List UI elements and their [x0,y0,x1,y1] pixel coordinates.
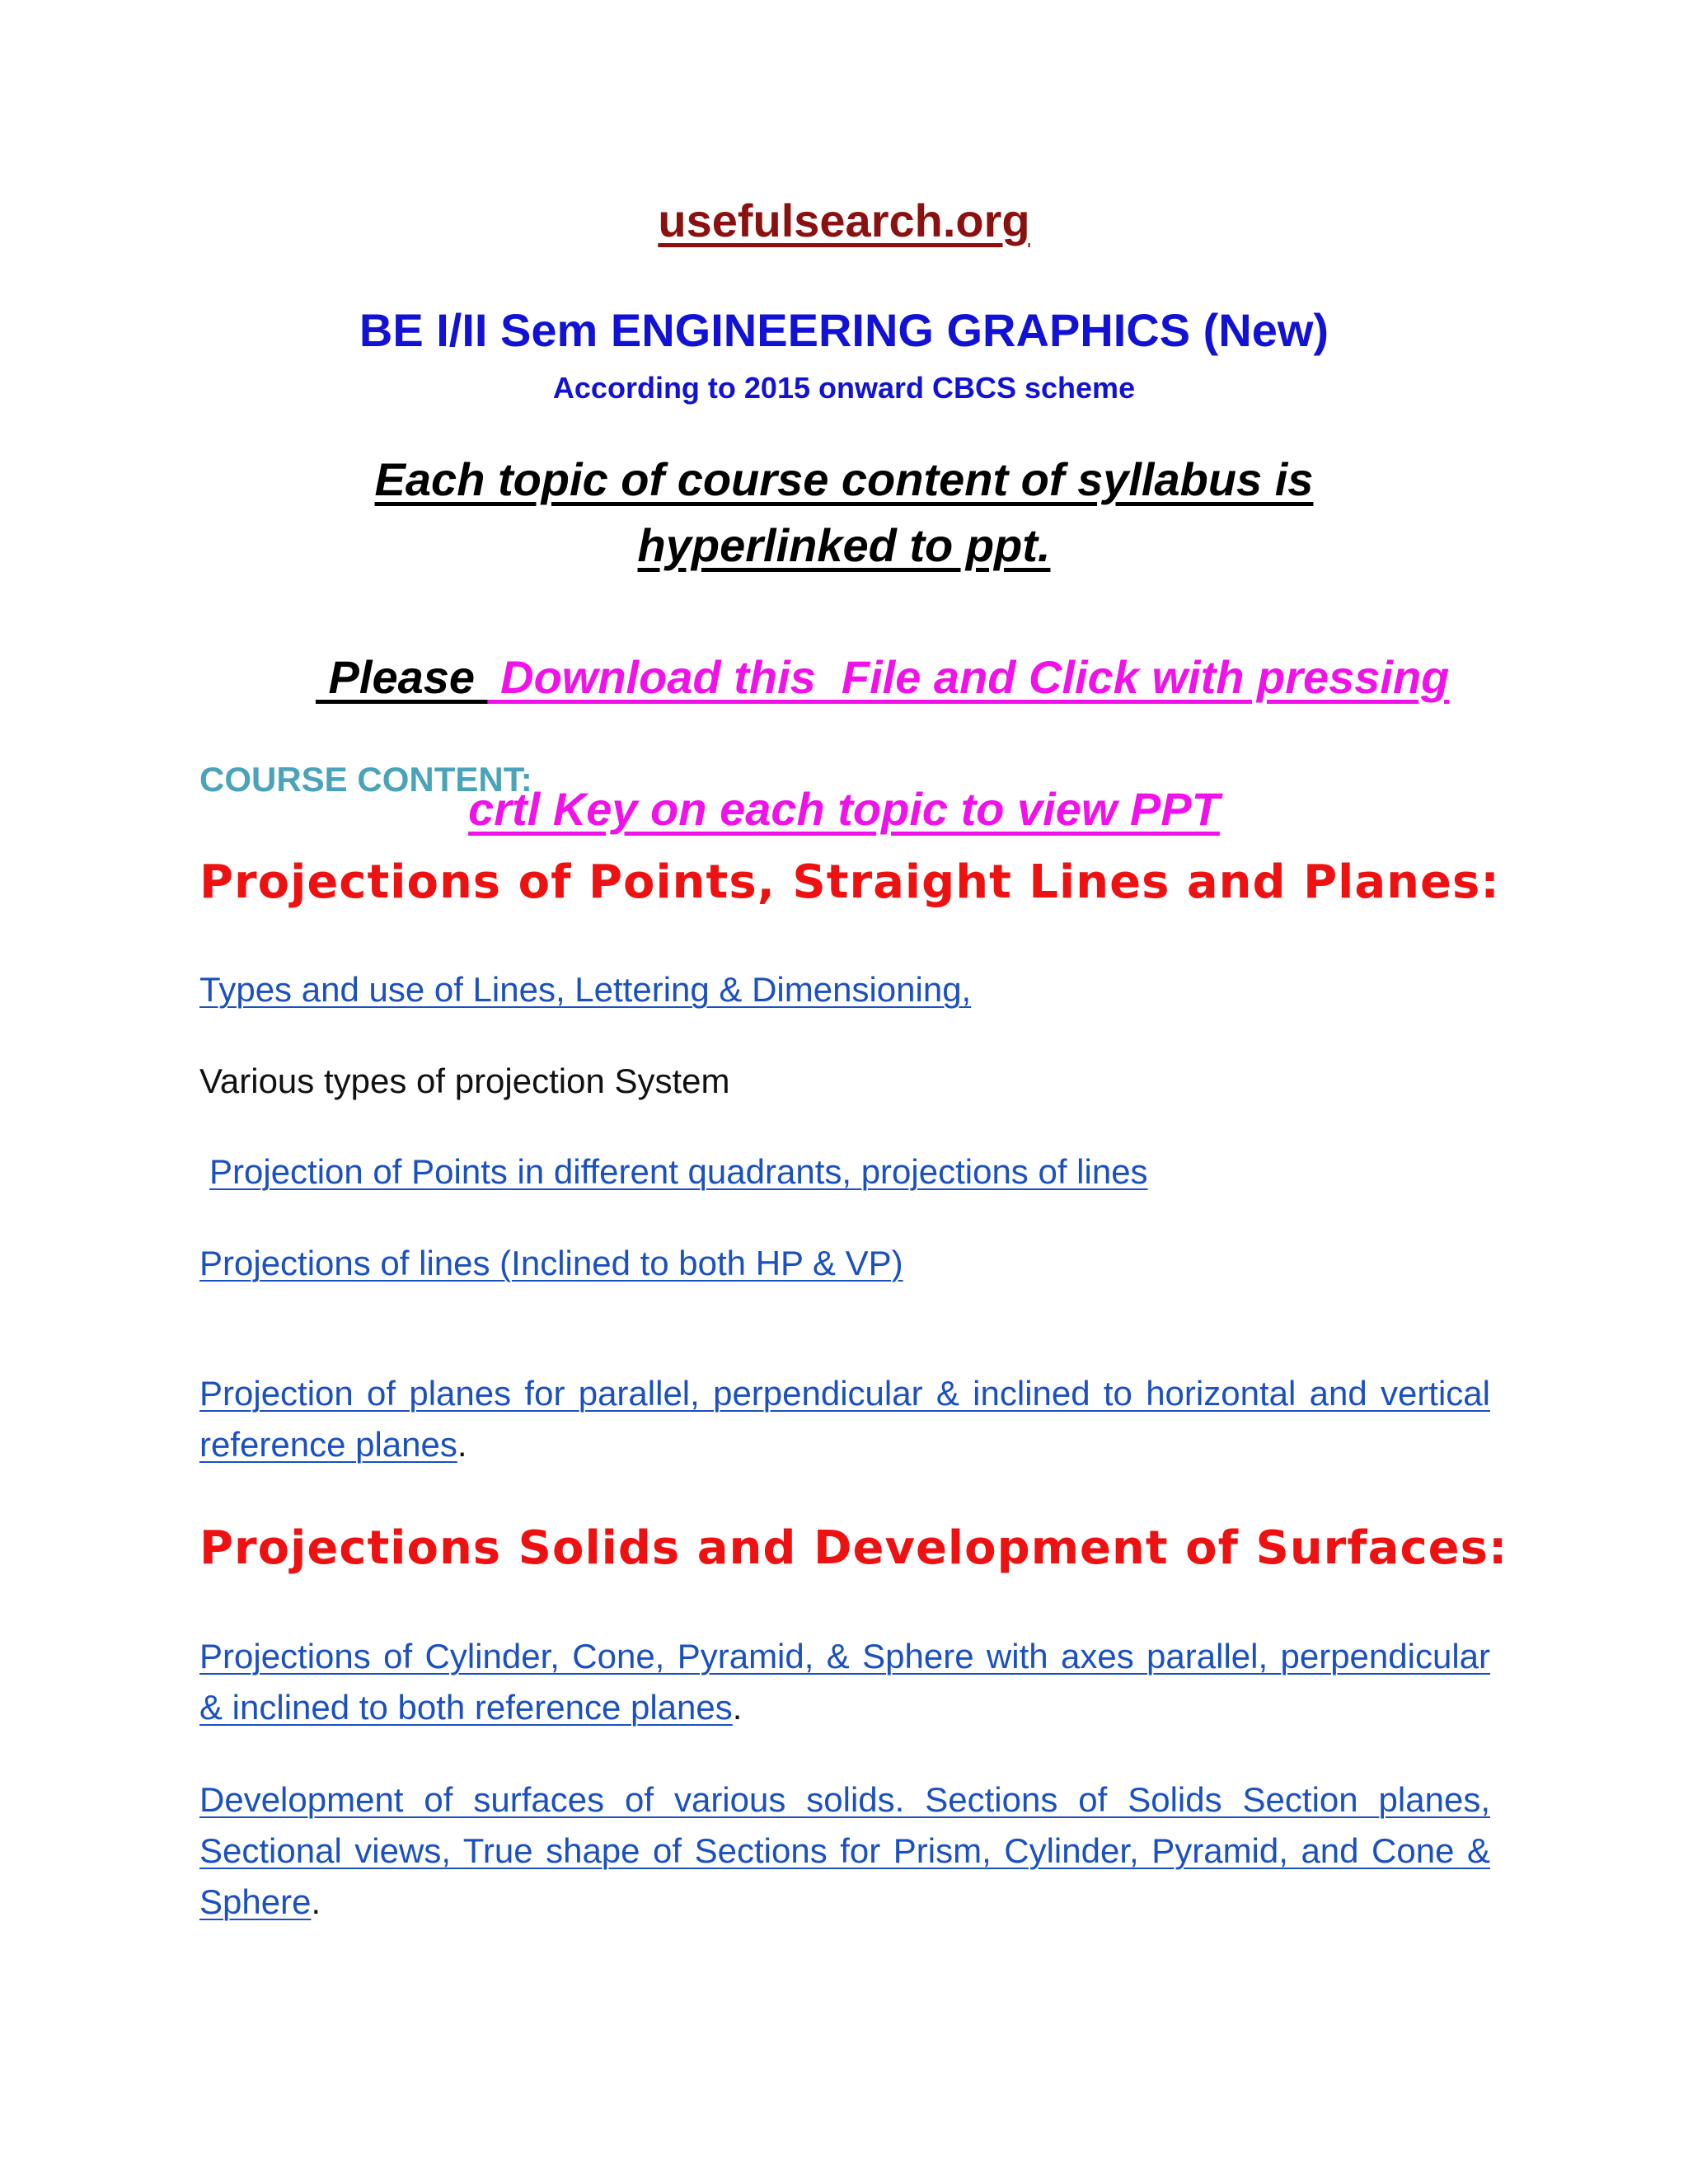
notice-download-text: Download this File and Click with pressing [487,651,1450,703]
topic-suffix: . [732,1688,743,1727]
topic-link-planes[interactable]: Projection of planes for parallel, perpendicular & inclined to horizontal and vertical reference planes [199,1374,1490,1464]
notice-line-1 [0,447,1688,513]
document-subtitle: According to 2015 onward CBCS scheme [552,371,1136,405]
topic-suffix: . [311,1882,321,1921]
section-heading-projections-points: Projections of Points, Straight Lines and Planes: [199,855,1500,909]
document-title: BE I/II Sem ENGINEERING GRAPHICS (New) [359,304,1329,356]
notice-line-2 [0,513,1688,579]
notice-please-text: Please [315,651,488,703]
notice-line-2-text: hyperlinked to ppt. [637,519,1051,571]
topic-item [199,1238,1490,1289]
site-link-text[interactable]: usefulsearch.org [658,194,1030,246]
site-link[interactable] [0,194,1688,247]
topic-link-points-quadrants[interactable]: Projection of Points in different quadrants, projections of lines [209,1152,1148,1191]
topic-text-projection-systems: Various types of projection System [199,1062,730,1100]
topic-link-development-sections[interactable]: Development of surfaces of various solids. Sections of Solids Section planes, Sectional views, True shape of Sections for Prism, Cylinder, Pyramid, and Cone & Sphere [199,1780,1490,1921]
notice-line-4-text: crtl Key on each topic to view PPT [468,783,1220,835]
topic-item [199,1774,1490,1928]
topic-link-lines-inclined[interactable]: Projections of lines (Inclined to both HP & VP) [199,1244,903,1282]
topic-link-solids-projections[interactable]: Projections of Cylinder, Cone, Pyramid, & Sphere with axes parallel, perpendicular & inclined to both reference planes [199,1637,1490,1727]
notice-line-1-text: Each topic of course content of syllabus is [374,453,1314,505]
topic-item [209,1146,1500,1197]
topic-item [199,1056,1490,1107]
course-content-label: COURSE CONTENT: [199,760,532,799]
topic-suffix: . [457,1425,467,1464]
topic-item [199,1368,1490,1470]
topic-item [199,964,1490,1015]
topic-item [199,1631,1490,1733]
topic-link-lines-lettering[interactable]: Types and use of Lines, Lettering & Dimensioning, [199,970,972,1009]
section-heading-solids-surfaces: Projections Solids and Development of Surfaces: [199,1521,1508,1575]
notice-line-3 [0,579,1688,776]
